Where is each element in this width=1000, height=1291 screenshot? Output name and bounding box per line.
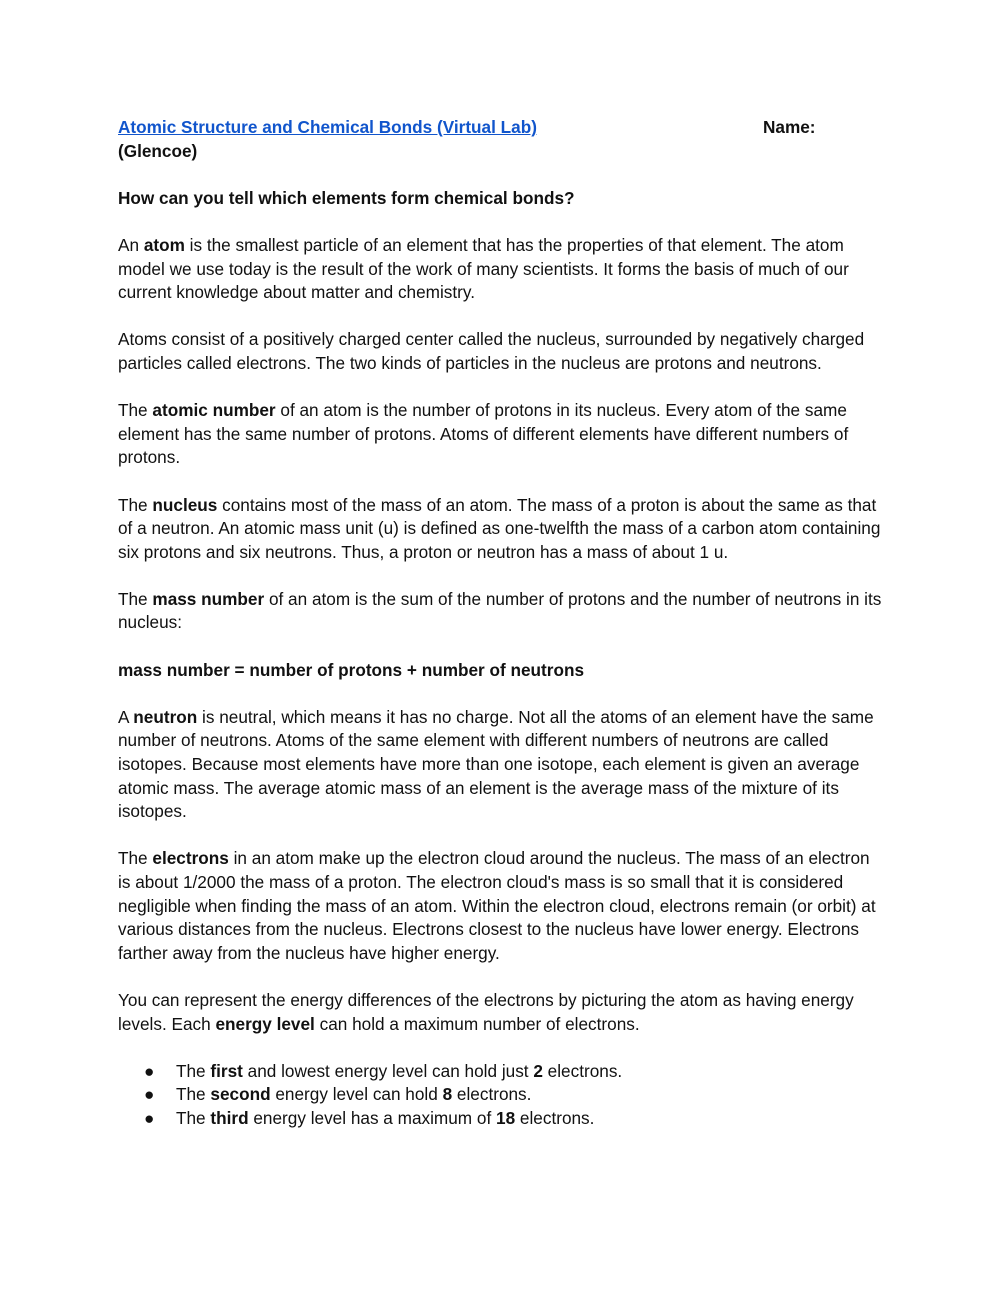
- mass-number-formula: mass number = number of protons + number of neutrons: [118, 659, 585, 680]
- paragraph-text: contains most of the mass of an atom. The mass of a proton is about the same as that of a neutron. An atomic mass unit (u) is defined as one-twelfth the mass of a carbon atom containing six protons and six neutrons. Thus, a proton or neutron has a mass of about 1 u.: [118, 494, 881, 562]
- energy-level-list: [118, 1060, 882, 1131]
- paragraph-mass-number: [118, 588, 882, 635]
- list-text: and lowest energy level can hold just: [242, 1060, 534, 1081]
- list-bold: 8: [442, 1084, 453, 1105]
- paragraph-atom: [118, 234, 882, 305]
- list-text: The: [176, 1060, 211, 1081]
- paragraph-text: can hold a maximum number of electrons.: [314, 1013, 640, 1034]
- bullet-icon: ●: [144, 1084, 155, 1105]
- list-text: electrons.: [542, 1060, 623, 1081]
- paragraph-atomic-number: [118, 399, 882, 470]
- list-text: electrons.: [515, 1107, 595, 1128]
- list-text: electrons.: [452, 1084, 532, 1105]
- paragraph-neutron: [118, 706, 882, 824]
- paragraph-text: You can represent the energy differences of the electrons by picturing the atom as having energy levels. Each: [118, 989, 854, 1034]
- list-text: The: [176, 1084, 211, 1105]
- paragraph-atom-composition: Atoms consist of a positively charged center called the nucleus, surrounded by negatively charged particles called electrons. The two kinds of particles in the nucleus are protons and neutrons.: [118, 329, 865, 373]
- list-item: [118, 1107, 882, 1131]
- list-text: energy level has a maximum of: [248, 1107, 497, 1128]
- list-bold: 2: [533, 1060, 543, 1081]
- paragraph-text: The: [118, 848, 153, 869]
- paragraph-text: is the smallest particle of an element that has the properties of that element. The atom model we use today is the result of the work of many scientists. It forms the basis of much of our current knowledge about matter and chemistry.: [118, 234, 849, 303]
- document-content: [118, 116, 882, 1131]
- paragraph-text: An: [118, 234, 144, 255]
- list-bold: first: [210, 1060, 243, 1081]
- key-term: electrons: [152, 848, 229, 869]
- list-text: The: [176, 1107, 211, 1128]
- key-term: atomic number: [152, 400, 276, 421]
- key-term: energy level: [215, 1013, 315, 1034]
- lab-title-link[interactable]: Atomic Structure and Chemical Bonds (Virtual Lab): [118, 117, 537, 137]
- paragraph-electrons: [118, 847, 882, 965]
- key-term: neutron: [133, 706, 198, 727]
- title-row: [118, 116, 882, 140]
- bullet-icon: ●: [144, 1107, 155, 1128]
- paragraph-energy-levels: [118, 989, 882, 1036]
- list-bold: second: [210, 1084, 271, 1105]
- paragraph-text: The: [118, 494, 153, 515]
- bullet-icon: ●: [144, 1060, 155, 1081]
- publisher-subtitle: (Glencoe): [118, 140, 198, 161]
- list-bold: 18: [496, 1107, 516, 1128]
- paragraph-text: The: [118, 400, 153, 421]
- paragraph-text: is neutral, which means it has no charge. Not all the atoms of an element have the same number of neutrons. Atoms of the same element with different numbers of neutrons are called isotopes. Because most elements have more than one isotope, each element is given an average atomic mass. The average atomic mass of an element is the average mass of the mixture of its isotopes.: [118, 706, 874, 822]
- list-text: energy level can hold: [270, 1084, 443, 1105]
- key-term: atom: [143, 234, 185, 255]
- paragraph-nucleus: [118, 494, 882, 565]
- paragraph-text: in an atom make up the electron cloud around the nucleus. The mass of an electron is about 1/2000 the mass of a proton. The electron cloud's mass is so small that it is considered negligible when finding the mass of an atom. Within the electron cloud, electrons remain (or orbit) at various distances from the nucleus. Electrons closest to the nucleus have lower energy. Electrons farther away from the nucleus have higher energy.: [118, 848, 876, 963]
- name-label: Name:: [763, 117, 816, 137]
- paragraph-text: A: [118, 706, 134, 727]
- paragraph-text: of an atom is the sum of the number of protons and the number of neutrons in its nucleus:: [118, 588, 882, 633]
- guiding-question: How can you tell which elements form chemical bonds?: [118, 187, 575, 208]
- list-item: [118, 1060, 882, 1084]
- key-term: mass number: [152, 588, 265, 609]
- paragraph-text: of an atom is the number of protons in its nucleus. Every atom of the same element has the same number of protons. Atoms of different elements have different numbers of protons.: [118, 400, 849, 468]
- paragraph-text: The: [118, 588, 153, 609]
- key-term: nucleus: [152, 494, 218, 515]
- list-item: [118, 1083, 882, 1107]
- list-bold: third: [210, 1107, 249, 1128]
